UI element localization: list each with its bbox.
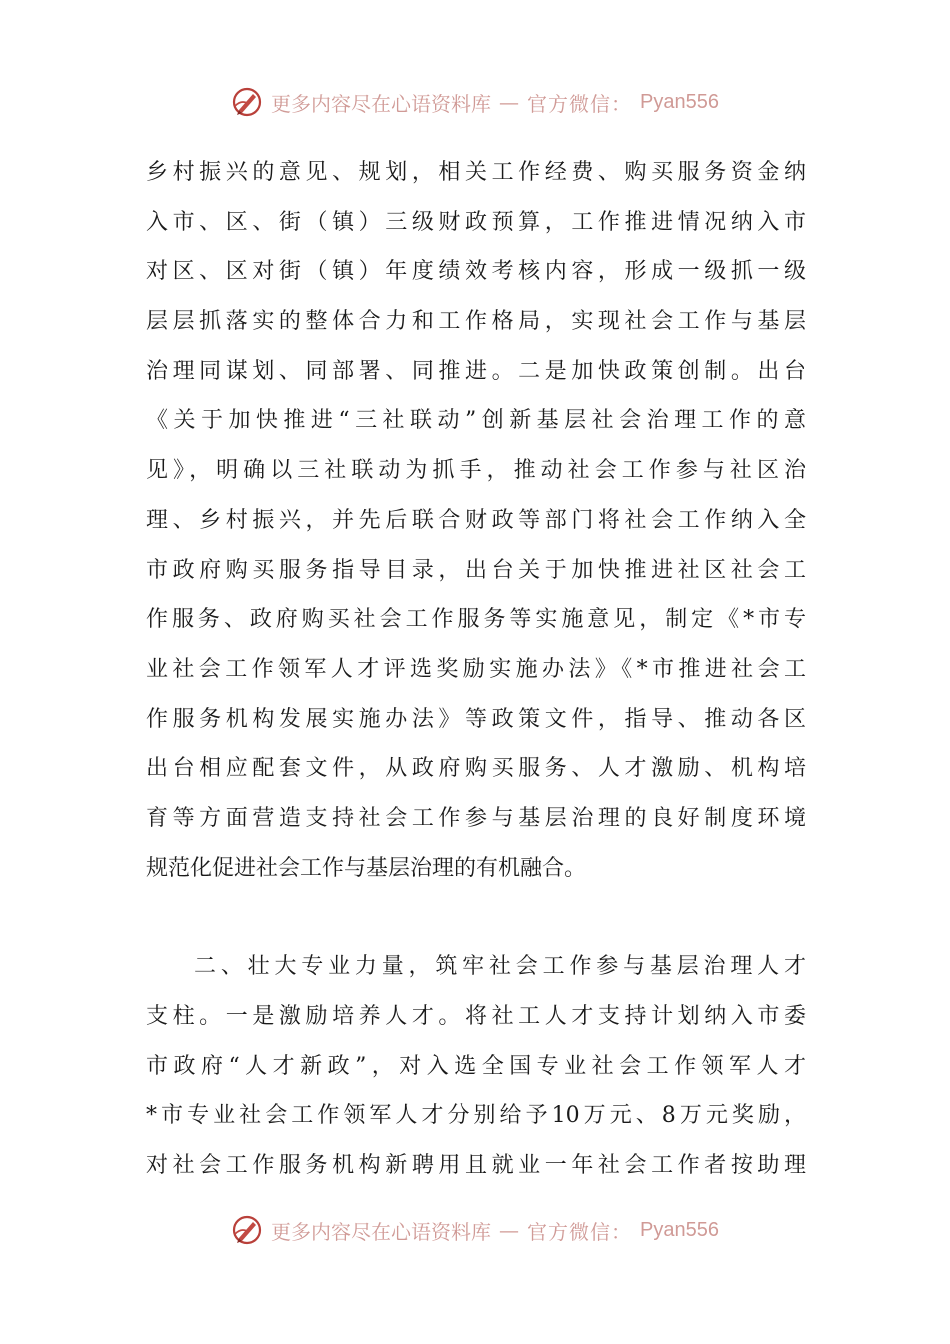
- header-watermark: [0, 82, 950, 122]
- text-line: 市政府“人才新政”，对入选全国专业社会工作领军人才: [146, 1053, 806, 1079]
- text-line: 入市、区、街（镇）三级财政预算，工作推进情况纳入市: [146, 209, 806, 235]
- pen-logo-icon: [231, 1214, 263, 1246]
- watermark-wechat-id: Pyan556: [640, 1218, 719, 1241]
- watermark-title: 更多内容尽在心语资料库: [271, 1219, 492, 1244]
- text-line: 理、乡村振兴，并先后联合财政等部门将社会工作纳入全: [146, 507, 806, 533]
- text-line: 作服务机构发展实施办法》等政策文件，指导、推动各区: [146, 706, 806, 732]
- watermark-dash: —: [499, 90, 520, 114]
- text-line: 层层抓落实的整体合力和工作格局，实现社会工作与基层: [146, 309, 806, 335]
- document-body: [146, 148, 806, 1191]
- paragraph-1: [146, 148, 806, 893]
- text-line: 见》，明确以三社联动为抓手，推动社会工作参与社区治: [146, 458, 806, 484]
- text-line: 市政府购买服务指导目录，出台关于加快推进社区社会工: [146, 557, 806, 583]
- text-line: 业社会工作领军人才评选奖励实施办法》《*市推进社会工: [146, 656, 806, 682]
- paragraph-2: [146, 942, 806, 1190]
- text-line: 《关于加快推进“三社联动”创新基层社会治理工作的意: [146, 408, 806, 434]
- watermark-label: 官方微信：: [527, 1219, 633, 1244]
- text-line: 对社会工作服务机构新聘用且就业一年社会工作者按助理: [146, 1153, 806, 1179]
- text-line: 对区、区对街（镇）年度绩效考核内容，形成一级抓一级: [146, 259, 806, 285]
- pen-logo-icon: [231, 86, 263, 118]
- watermark-wechat-id: Pyan556: [640, 90, 719, 113]
- text-line: 规范化促进社会工作与基层治理的有机融合。: [146, 855, 587, 881]
- text-line: 育等方面营造支持社会工作参与基层治理的良好制度环境: [146, 805, 806, 831]
- text-line: 治理同谋划、同部署、同推进。二是加快政策创制。出台: [146, 358, 806, 384]
- text-line: 作服务、政府购买社会工作服务等实施意见，制定《*市专: [146, 607, 806, 633]
- footer-watermark: [0, 1210, 950, 1250]
- paragraph-gap: [146, 893, 806, 942]
- watermark-dash: —: [499, 1218, 520, 1242]
- watermark-label: 官方微信：: [527, 91, 633, 116]
- watermark-title: 更多内容尽在心语资料库: [271, 91, 492, 116]
- text-line: 支柱。一是激励培养人才。将社工人才支持计划纳入市委: [146, 1004, 806, 1029]
- text-line: 二、壮大专业力量，筑牢社会工作参与基层治理人才: [194, 954, 806, 980]
- text-line: *市专业社会工作领军人才分别给予10万元、8万元奖励，: [146, 1103, 806, 1129]
- text-line: 乡村振兴的意见、规划，相关工作经费、购买服务资金纳: [146, 160, 806, 185]
- text-line: 出台相应配套文件，从政府购买服务、人才激励、机构培: [146, 756, 806, 782]
